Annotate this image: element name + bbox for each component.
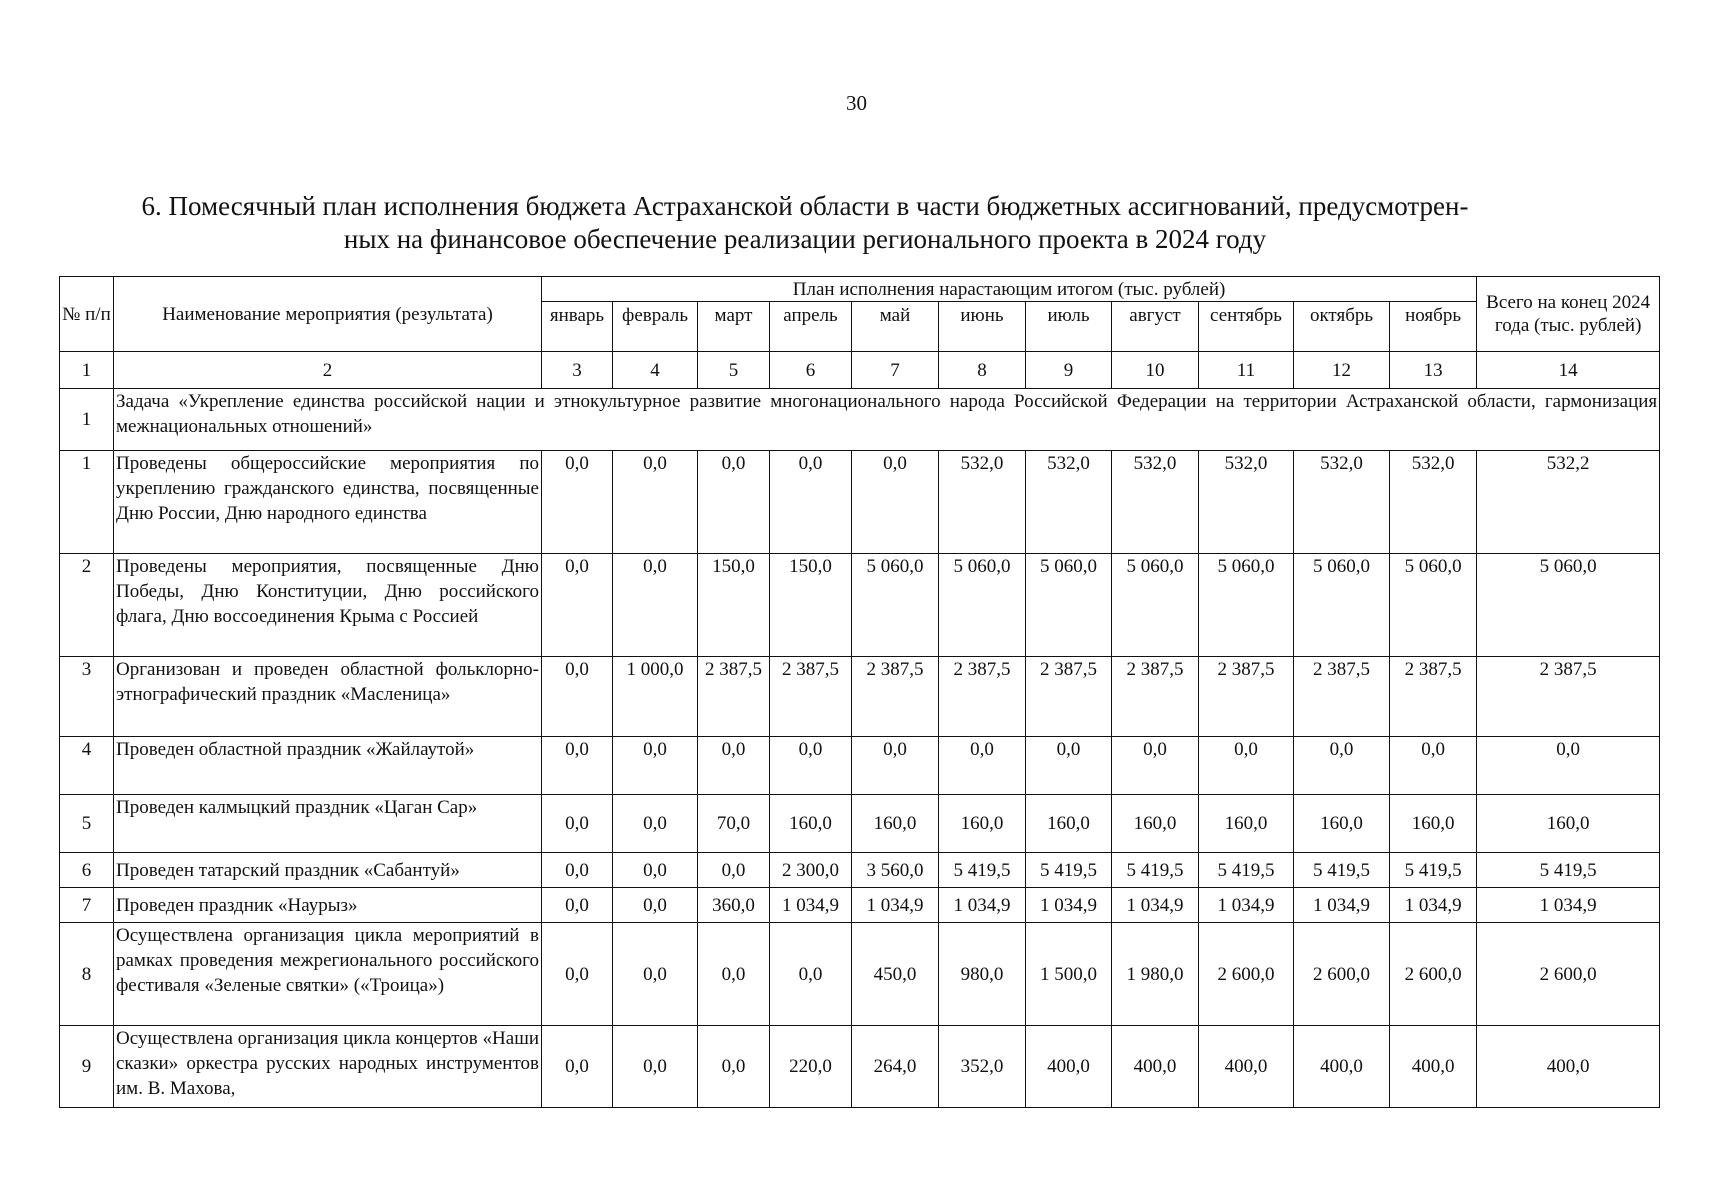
row-number: 8 — [60, 923, 114, 1026]
table-row — [60, 853, 1660, 888]
row-number: 6 — [60, 853, 114, 888]
table-row — [60, 737, 1660, 795]
row-value: 2 387,5 — [1294, 657, 1390, 737]
table-row — [60, 795, 1660, 853]
row-value: 2 600,0 — [1199, 923, 1294, 1026]
header-month: февраль — [613, 302, 698, 352]
row-value: 5 060,0 — [1026, 554, 1112, 657]
row-value: 0,0 — [542, 795, 613, 853]
budget-plan-table — [59, 276, 1660, 1108]
document-title-line-2: ных на финансовое обеспечение реализации регионального проекта в 2024 году — [343, 224, 1267, 254]
row-value: 1 980,0 — [1112, 923, 1199, 1026]
row-value: 160,0 — [852, 795, 939, 853]
row-value: 980,0 — [939, 923, 1026, 1026]
row-value: 0,0 — [1026, 737, 1112, 795]
row-value: 2 600,0 — [1294, 923, 1390, 1026]
row-value: 0,0 — [542, 1026, 613, 1108]
row-value: 1 034,9 — [770, 888, 852, 923]
row-value: 400,0 — [1026, 1026, 1112, 1108]
row-value: 0,0 — [542, 554, 613, 657]
row-value: 5 060,0 — [939, 554, 1026, 657]
row-value: 1 034,9 — [1199, 888, 1294, 923]
row-total: 5 419,5 — [1477, 853, 1660, 888]
row-value: 400,0 — [1390, 1026, 1477, 1108]
row-name: Организован и проведен областной фольклорно-этнографический праздник «Масленица» — [114, 657, 542, 737]
row-value: 0,0 — [613, 554, 698, 657]
row-value: 1 034,9 — [852, 888, 939, 923]
row-value: 0,0 — [613, 737, 698, 795]
row-total: 0,0 — [1477, 737, 1660, 795]
table-row — [60, 923, 1660, 1026]
task-text: Задача «Укрепление единства российской нации и этнокультурное развитие многонационального народа Российской Федерации на территории Астраханской области, гармонизация межнациональных отношений» — [114, 389, 1660, 451]
row-value: 0,0 — [1112, 737, 1199, 795]
row-value: 2 387,5 — [698, 657, 770, 737]
row-value: 5 419,5 — [1112, 853, 1199, 888]
row-value: 0,0 — [542, 657, 613, 737]
row-value: 1 034,9 — [1112, 888, 1199, 923]
row-value: 1 034,9 — [1026, 888, 1112, 923]
header-month: октябрь — [1294, 302, 1390, 352]
row-value: 532,0 — [1390, 451, 1477, 554]
row-total: 532,2 — [1477, 451, 1660, 554]
row-value: 160,0 — [1112, 795, 1199, 853]
row-value: 532,0 — [1199, 451, 1294, 554]
row-value: 150,0 — [698, 554, 770, 657]
row-value: 2 387,5 — [1112, 657, 1199, 737]
header-month: сентябрь — [1199, 302, 1294, 352]
row-value: 5 060,0 — [1294, 554, 1390, 657]
column-number: 10 — [1112, 352, 1199, 389]
row-name: Проведены общероссийские мероприятия по укреплению гражданского единства, посвященные Дню России, Дню народного единства — [114, 451, 542, 554]
row-number: 9 — [60, 1026, 114, 1108]
column-number: 2 — [114, 352, 542, 389]
row-value: 5 419,5 — [1026, 853, 1112, 888]
row-total: 160,0 — [1477, 795, 1660, 853]
row-value: 360,0 — [698, 888, 770, 923]
row-name: Проведен праздник «Наурыз» — [114, 888, 542, 923]
row-value: 1 034,9 — [1390, 888, 1477, 923]
row-value: 0,0 — [698, 1026, 770, 1108]
row-value: 532,0 — [939, 451, 1026, 554]
row-value: 5 419,5 — [939, 853, 1026, 888]
row-value: 0,0 — [613, 853, 698, 888]
row-value: 5 419,5 — [1294, 853, 1390, 888]
header-month: июль — [1026, 302, 1112, 352]
row-value: 0,0 — [698, 923, 770, 1026]
page-number: 30 — [846, 91, 867, 115]
row-value: 2 387,5 — [1390, 657, 1477, 737]
row-value: 5 060,0 — [852, 554, 939, 657]
table-row — [60, 657, 1660, 737]
row-value: 70,0 — [698, 795, 770, 853]
document-title-line-1: 6. Помесячный план исполнения бюджета Астраханской области в части бюджетных ассигнований, предусмотрен- — [141, 191, 1469, 221]
header-num: № п/п — [60, 277, 114, 352]
task-row — [60, 389, 1660, 451]
row-value: 0,0 — [939, 737, 1026, 795]
row-value: 1 500,0 — [1026, 923, 1112, 1026]
row-value: 2 300,0 — [770, 853, 852, 888]
row-value: 2 387,5 — [770, 657, 852, 737]
row-value: 0,0 — [770, 737, 852, 795]
row-number: 2 — [60, 554, 114, 657]
row-number: 4 — [60, 737, 114, 795]
row-value: 0,0 — [852, 451, 939, 554]
row-value: 160,0 — [770, 795, 852, 853]
row-value: 5 060,0 — [1199, 554, 1294, 657]
row-name: Проведен областной праздник «Жайлаутой» — [114, 737, 542, 795]
column-number: 6 — [770, 352, 852, 389]
row-value: 532,0 — [1112, 451, 1199, 554]
row-value: 0,0 — [770, 923, 852, 1026]
row-value: 0,0 — [613, 451, 698, 554]
row-value: 0,0 — [613, 1026, 698, 1108]
row-value: 0,0 — [698, 737, 770, 795]
column-number: 4 — [613, 352, 698, 389]
header-month: март — [698, 302, 770, 352]
column-number: 8 — [939, 352, 1026, 389]
header-month: август — [1112, 302, 1199, 352]
row-name: Проведены мероприятия, посвященные Дню Победы, Дню Конституции, Дню российского флага, Дню воссоединения Крыма с Россией — [114, 554, 542, 657]
row-value: 0,0 — [613, 888, 698, 923]
table-row — [60, 554, 1660, 657]
row-value: 0,0 — [770, 451, 852, 554]
row-value: 1 034,9 — [1294, 888, 1390, 923]
table-row — [60, 888, 1660, 923]
header-month: май — [852, 302, 939, 352]
column-number: 13 — [1390, 352, 1477, 389]
column-number: 7 — [852, 352, 939, 389]
row-value: 220,0 — [770, 1026, 852, 1108]
column-number: 14 — [1477, 352, 1660, 389]
row-value: 5 419,5 — [1199, 853, 1294, 888]
row-value: 400,0 — [1112, 1026, 1199, 1108]
header-total: Всего на конец 2024 года (тыс. рублей) — [1477, 277, 1660, 352]
header-plan-group: План исполнения нарастающим итогом (тыс. рублей) — [542, 277, 1477, 302]
row-total: 2 387,5 — [1477, 657, 1660, 737]
row-value: 160,0 — [1199, 795, 1294, 853]
row-value: 0,0 — [542, 853, 613, 888]
row-value: 532,0 — [1294, 451, 1390, 554]
row-value: 150,0 — [770, 554, 852, 657]
row-number: 3 — [60, 657, 114, 737]
column-number: 11 — [1199, 352, 1294, 389]
row-value: 3 560,0 — [852, 853, 939, 888]
row-value: 2 387,5 — [852, 657, 939, 737]
document-title — [90, 190, 1520, 256]
column-number: 3 — [542, 352, 613, 389]
row-value: 0,0 — [542, 888, 613, 923]
row-value: 0,0 — [698, 451, 770, 554]
row-total: 2 600,0 — [1477, 923, 1660, 1026]
row-value: 352,0 — [939, 1026, 1026, 1108]
row-value: 160,0 — [939, 795, 1026, 853]
header-name: Наименование мероприятия (результата) — [114, 277, 542, 352]
header-month: июнь — [939, 302, 1026, 352]
task-num: 1 — [60, 389, 114, 451]
row-value: 2 387,5 — [1199, 657, 1294, 737]
row-value: 0,0 — [613, 795, 698, 853]
header-month: ноябрь — [1390, 302, 1477, 352]
row-value: 0,0 — [542, 923, 613, 1026]
row-value: 400,0 — [1199, 1026, 1294, 1108]
row-value: 5 419,5 — [1390, 853, 1477, 888]
row-value: 0,0 — [1199, 737, 1294, 795]
column-number: 9 — [1026, 352, 1112, 389]
row-value: 0,0 — [1294, 737, 1390, 795]
header-month: январь — [542, 302, 613, 352]
row-number: 1 — [60, 451, 114, 554]
row-value: 0,0 — [698, 853, 770, 888]
column-number: 1 — [60, 352, 114, 389]
row-value: 450,0 — [852, 923, 939, 1026]
table-row — [60, 1026, 1660, 1108]
row-value: 0,0 — [542, 737, 613, 795]
table-row — [60, 451, 1660, 554]
row-total: 5 060,0 — [1477, 554, 1660, 657]
row-value: 0,0 — [613, 923, 698, 1026]
row-value: 532,0 — [1026, 451, 1112, 554]
row-value: 160,0 — [1026, 795, 1112, 853]
row-name: Проведен калмыцкий праздник «Цаган Сар» — [114, 795, 542, 853]
row-value: 2 387,5 — [939, 657, 1026, 737]
row-value: 0,0 — [1390, 737, 1477, 795]
row-name: Осуществлена организация цикла мероприятий в рамках проведения межрегионального российского фестиваля «Зеленые святки» («Троица») — [114, 923, 542, 1026]
row-value: 160,0 — [1294, 795, 1390, 853]
row-number: 7 — [60, 888, 114, 923]
row-total: 400,0 — [1477, 1026, 1660, 1108]
row-value: 2 387,5 — [1026, 657, 1112, 737]
row-name: Проведен татарский праздник «Сабантуй» — [114, 853, 542, 888]
row-number: 5 — [60, 795, 114, 853]
row-value: 2 600,0 — [1390, 923, 1477, 1026]
row-value: 5 060,0 — [1390, 554, 1477, 657]
row-value: 0,0 — [852, 737, 939, 795]
row-value: 5 060,0 — [1112, 554, 1199, 657]
row-value: 264,0 — [852, 1026, 939, 1108]
row-value: 160,0 — [1390, 795, 1477, 853]
row-name: Осуществлена организация цикла концертов «Наши сказки» оркестра русских народных инструментов им. В. Махова, — [114, 1026, 542, 1108]
row-value: 400,0 — [1294, 1026, 1390, 1108]
column-number: 5 — [698, 352, 770, 389]
row-value: 0,0 — [542, 451, 613, 554]
row-total: 1 034,9 — [1477, 888, 1660, 923]
header-month: апрель — [770, 302, 852, 352]
column-number: 12 — [1294, 352, 1390, 389]
row-value: 1 034,9 — [939, 888, 1026, 923]
row-value: 1 000,0 — [613, 657, 698, 737]
column-numbers-row — [60, 352, 1660, 389]
